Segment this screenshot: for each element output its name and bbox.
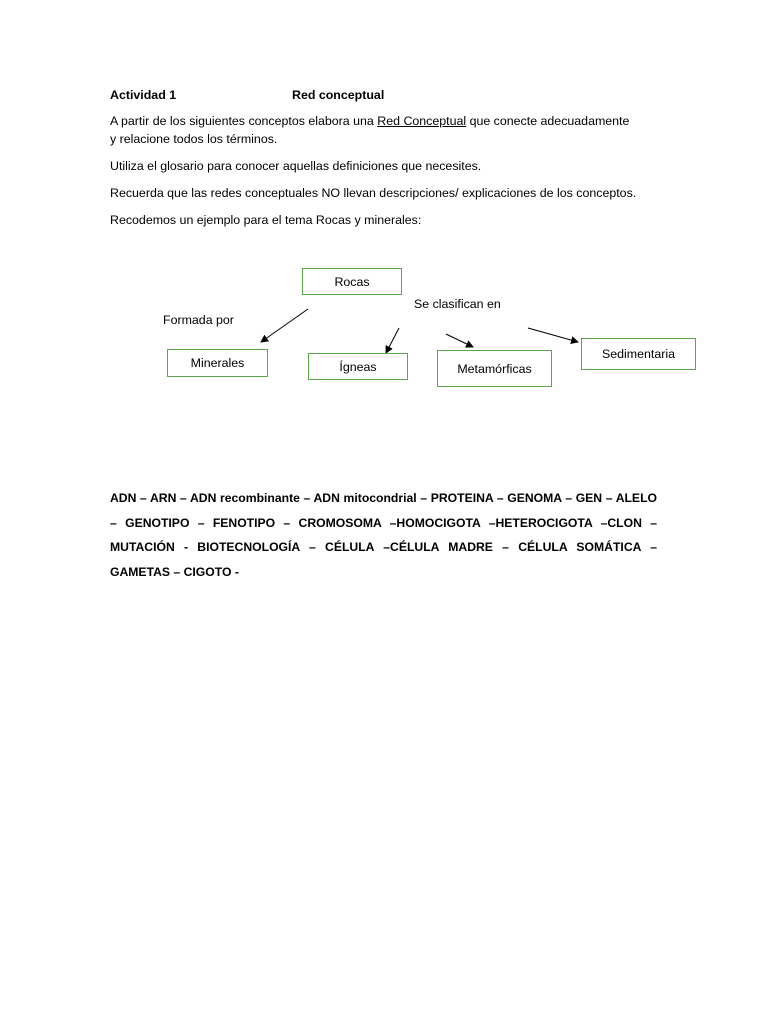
instruction-paragraph-2: Utiliza el glosario para conocer aquellas definiciones que necesites. <box>110 159 482 173</box>
arrow-to-igneas <box>386 328 399 353</box>
instruction-paragraph-1-line-2: y relacione todos los términos. <box>110 132 278 146</box>
instruction-paragraph-4: Recodemos un ejemplo para el tema Rocas y minerales: <box>110 213 422 227</box>
arrow-to-sedimentaria <box>528 328 578 342</box>
instruction-text-before: A partir de los siguientes conceptos elabora una <box>110 114 378 128</box>
arrow-to-minerales <box>261 309 308 342</box>
activity-header <box>110 86 385 104</box>
instruction-paragraph-3: Recuerda que las redes conceptuales NO llevan descripciones/ explicaciones de los conceptos. <box>110 186 637 200</box>
node-rocas: Rocas <box>302 268 402 295</box>
node-sedimentaria: Sedimentaria <box>581 338 696 370</box>
arrow-to-metamorficas <box>446 334 473 347</box>
node-igneas: Ígneas <box>308 353 408 380</box>
concept-terms-list: ADN – ARN – ADN recombinante – ADN mitocondrial – PROTEINA – GENOMA – GEN – ALELO – GENOTIPO – FENOTIPO – CROMOSOMA –HOMOCIGOTA –HETEROCIGOTA –CLON – MUTACIÓN - BIOTECNOLOGÍA – CÉLULA –CÉLULA MADRE – CÉLULA SOMÁTICA –GAMETAS – CIGOTO - <box>110 491 657 579</box>
red-conceptual-term: Red Conceptual <box>377 114 467 128</box>
activity-title: Red conceptual <box>292 88 385 102</box>
activity-number: Actividad 1 <box>110 88 177 102</box>
instruction-paragraph-1 <box>110 112 629 130</box>
node-minerales: Minerales <box>167 349 268 377</box>
node-metamorficas: Metamórficas <box>437 350 552 387</box>
label-formada-por: Formada por <box>163 313 234 327</box>
instruction-text-after: que conecte adecuadamente <box>466 114 630 128</box>
label-se-clasifican-en: Se clasifican en <box>414 297 501 311</box>
